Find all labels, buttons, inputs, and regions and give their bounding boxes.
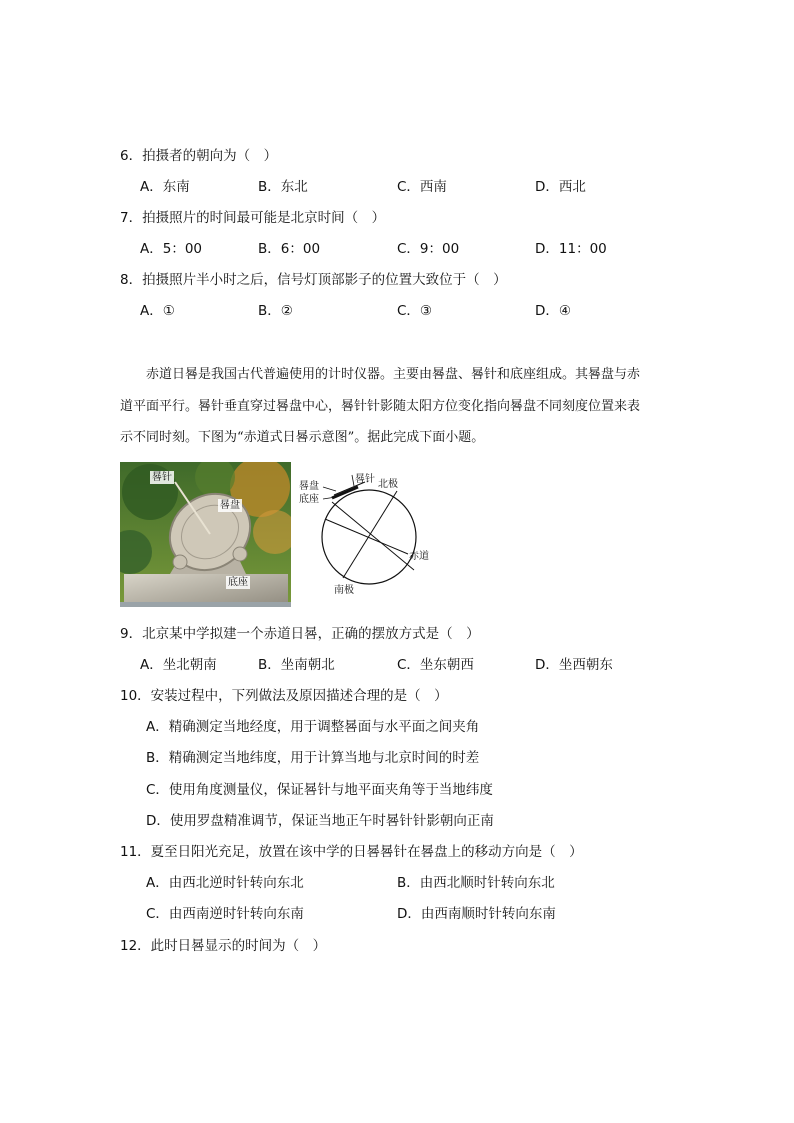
question-8-option-b[interactable]: B．② <box>258 303 293 319</box>
question-8-option-c[interactable]: C．③ <box>397 303 433 319</box>
earth-axis-line <box>343 491 397 578</box>
question-10-stem: 10．安装过程中，下列做法及原因描述合理的是（ ） <box>120 688 448 704</box>
sundial-photo <box>120 462 291 607</box>
passage-line-1: 赤道日晷是我国古代普遍使用的计时仪器。主要由晷盘、晷针和底座组成。其晷盘与赤 <box>146 367 641 382</box>
question-10-option-d[interactable]: D．使用罗盘精准调节，保证当地正午时晷针针影朝向正南 <box>146 813 494 829</box>
question-11-option-c[interactable]: C．由西南逆时针转向东南 <box>146 906 304 922</box>
question-6-option-a[interactable]: A．东南 <box>140 179 190 195</box>
sundial-photo-drawing <box>120 462 291 607</box>
passage-line-3: 示不同时刻。下图为“赤道式日晷示意图”。据此完成下面小题。 <box>120 430 485 445</box>
question-11-stem: 11．夏至日阳光充足，放置在该中学的日晷晷针在晷盘上的移动方向是（ ） <box>120 844 583 860</box>
question-7-option-a[interactable]: A．5：00 <box>140 241 203 257</box>
question-7-stem: 7．拍摄照片的时间最可能是北京时间（ ） <box>120 210 386 226</box>
question-11-option-b[interactable]: B．由西北顺时针转向东北 <box>397 875 555 891</box>
question-6-option-b[interactable]: B．东北 <box>258 179 308 195</box>
question-10-option-c[interactable]: C．使用角度测量仪，保证晷针与地平面夹角等于当地纬度 <box>146 782 493 798</box>
question-6-option-d[interactable]: D．西北 <box>535 179 586 195</box>
sundial-schematic-drawing <box>296 462 446 607</box>
sundial-schematic <box>296 462 446 607</box>
diagram-label-base: 底座 <box>299 494 319 505</box>
passage-line-2: 道平面平行。晷针垂直穿过晷盘中心，晷针针影随太阳方位变化指向晷盘不同刻度位置来表 <box>120 399 641 414</box>
question-11-option-d[interactable]: D．由西南顺时针转向东南 <box>397 906 556 922</box>
diagram-label-north-pole: 北极 <box>378 479 398 490</box>
diagram-label-needle: 晷针 <box>355 474 375 485</box>
horizon-line <box>332 502 414 570</box>
diagram-label-south-pole: 南极 <box>334 585 354 596</box>
question-9-option-b[interactable]: B．坐南朝北 <box>258 657 335 673</box>
question-9-option-c[interactable]: C．坐东朝西 <box>397 657 474 673</box>
question-8-option-a[interactable]: A．① <box>140 303 175 319</box>
diagram-label-dial: 晷盘 <box>299 481 319 492</box>
question-8-option-d[interactable]: D．④ <box>535 303 571 319</box>
question-9-option-d[interactable]: D．坐西朝东 <box>535 657 613 673</box>
question-8-stem: 8．拍摄照片半小时之后，信号灯顶部影子的位置大致位于（ ） <box>120 272 507 288</box>
equator-line <box>325 519 408 554</box>
diagram-label-equator: 赤道 <box>409 551 429 562</box>
question-9-option-a[interactable]: A．坐北朝南 <box>140 657 217 673</box>
question-10-option-b[interactable]: B．精确测定当地纬度，用于计算当地与北京时间的时差 <box>146 750 480 766</box>
photo-label-needle: 晷针 <box>152 472 172 483</box>
question-6-option-c[interactable]: C．西南 <box>397 179 447 195</box>
question-11-option-a[interactable]: A．由西北逆时针转向东北 <box>146 875 304 891</box>
question-7-option-b[interactable]: B．6：00 <box>258 241 321 257</box>
photo-label-base: 底座 <box>228 577 248 588</box>
photo-label-dial: 晷盘 <box>220 500 240 511</box>
question-7-option-c[interactable]: C．9：00 <box>397 241 460 257</box>
question-12-stem: 12．此时日晷显示的时间为（ ） <box>120 938 327 954</box>
leader-needle <box>352 475 354 486</box>
leader-dial <box>323 487 336 491</box>
question-10-option-a[interactable]: A．精确测定当地经度，用于调整晷面与水平面之间夹角 <box>146 719 480 735</box>
question-9-stem: 9．北京某中学拟建一个赤道日晷，正确的摆放方式是（ ） <box>120 626 480 642</box>
question-7-option-d[interactable]: D．11：00 <box>535 241 607 257</box>
question-6-stem: 6．拍摄者的朝向为（ ） <box>120 148 278 164</box>
